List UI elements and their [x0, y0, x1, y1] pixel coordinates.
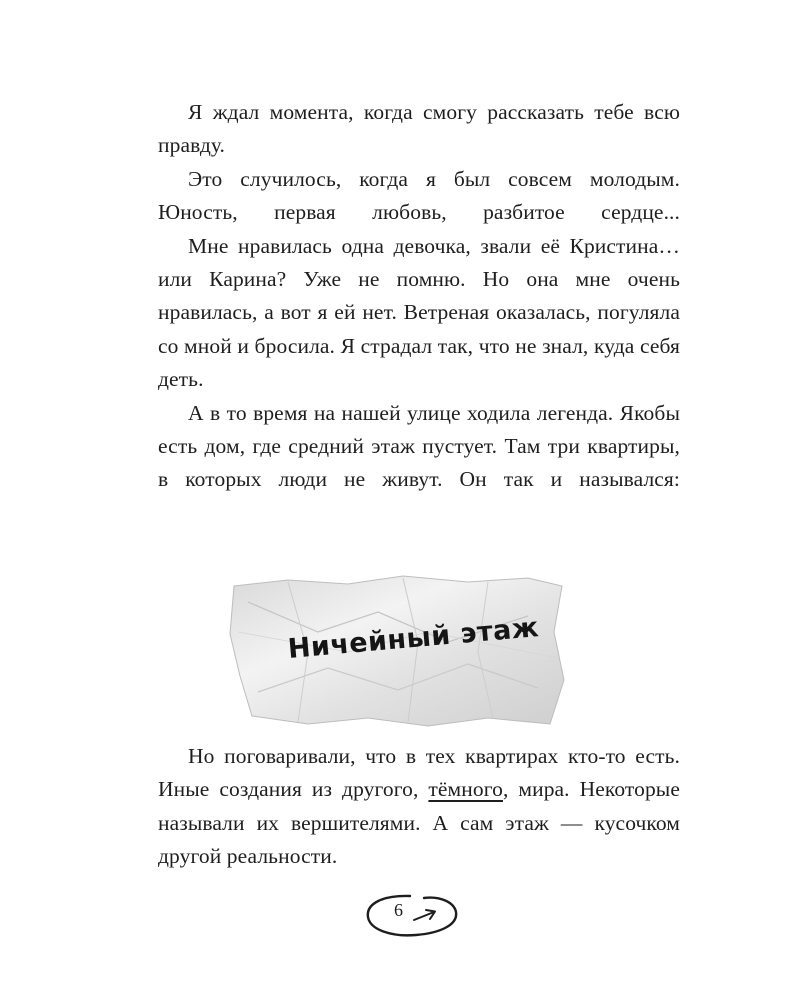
main-text-top [158, 96, 680, 497]
paragraph-4: А в то время на нашей улице ходила легенда. Якобы есть дом, где средний этаж пустует. Там три квартиры, в которых люди не живут. Он так и назывался: [158, 400, 680, 492]
crumpled-paper-note [228, 572, 568, 732]
paragraph-5-start: Но поговаривали, что в тех квартирах кто-то есть. Иные создания из другого, [158, 744, 680, 802]
main-text-bottom [158, 740, 680, 874]
paragraph-2: Это случилось, когда я был совсем молодым. Юность, первая любовь, разбитое сердце... [158, 166, 680, 225]
note-label: Ничейный этаж [286, 612, 541, 665]
paragraph-5-end: , мира. Некоторые называли их вершителями. А сам этаж — кусочком другой реальности. [158, 777, 680, 869]
paragraph-3: Мне нравилась одна девочка, звали её Кристина… или Карина? Уже не помню. Но она мне очень нравилась, а вот я ей нет. Ветреная оказалась, погуляла со мной и бросила. Я страдал так, что не знал, куда себя деть. [158, 233, 680, 392]
paragraph-5 [158, 740, 680, 874]
underlined-word: тёмного [428, 777, 503, 802]
paragraph-1: Я ждал момента, когда смогу рассказать тебе всю правду. [158, 100, 680, 158]
page-number: 6 [394, 900, 403, 920]
hand-drawn-circle-arrow-icon [362, 890, 462, 942]
page-number-badge [362, 890, 462, 942]
